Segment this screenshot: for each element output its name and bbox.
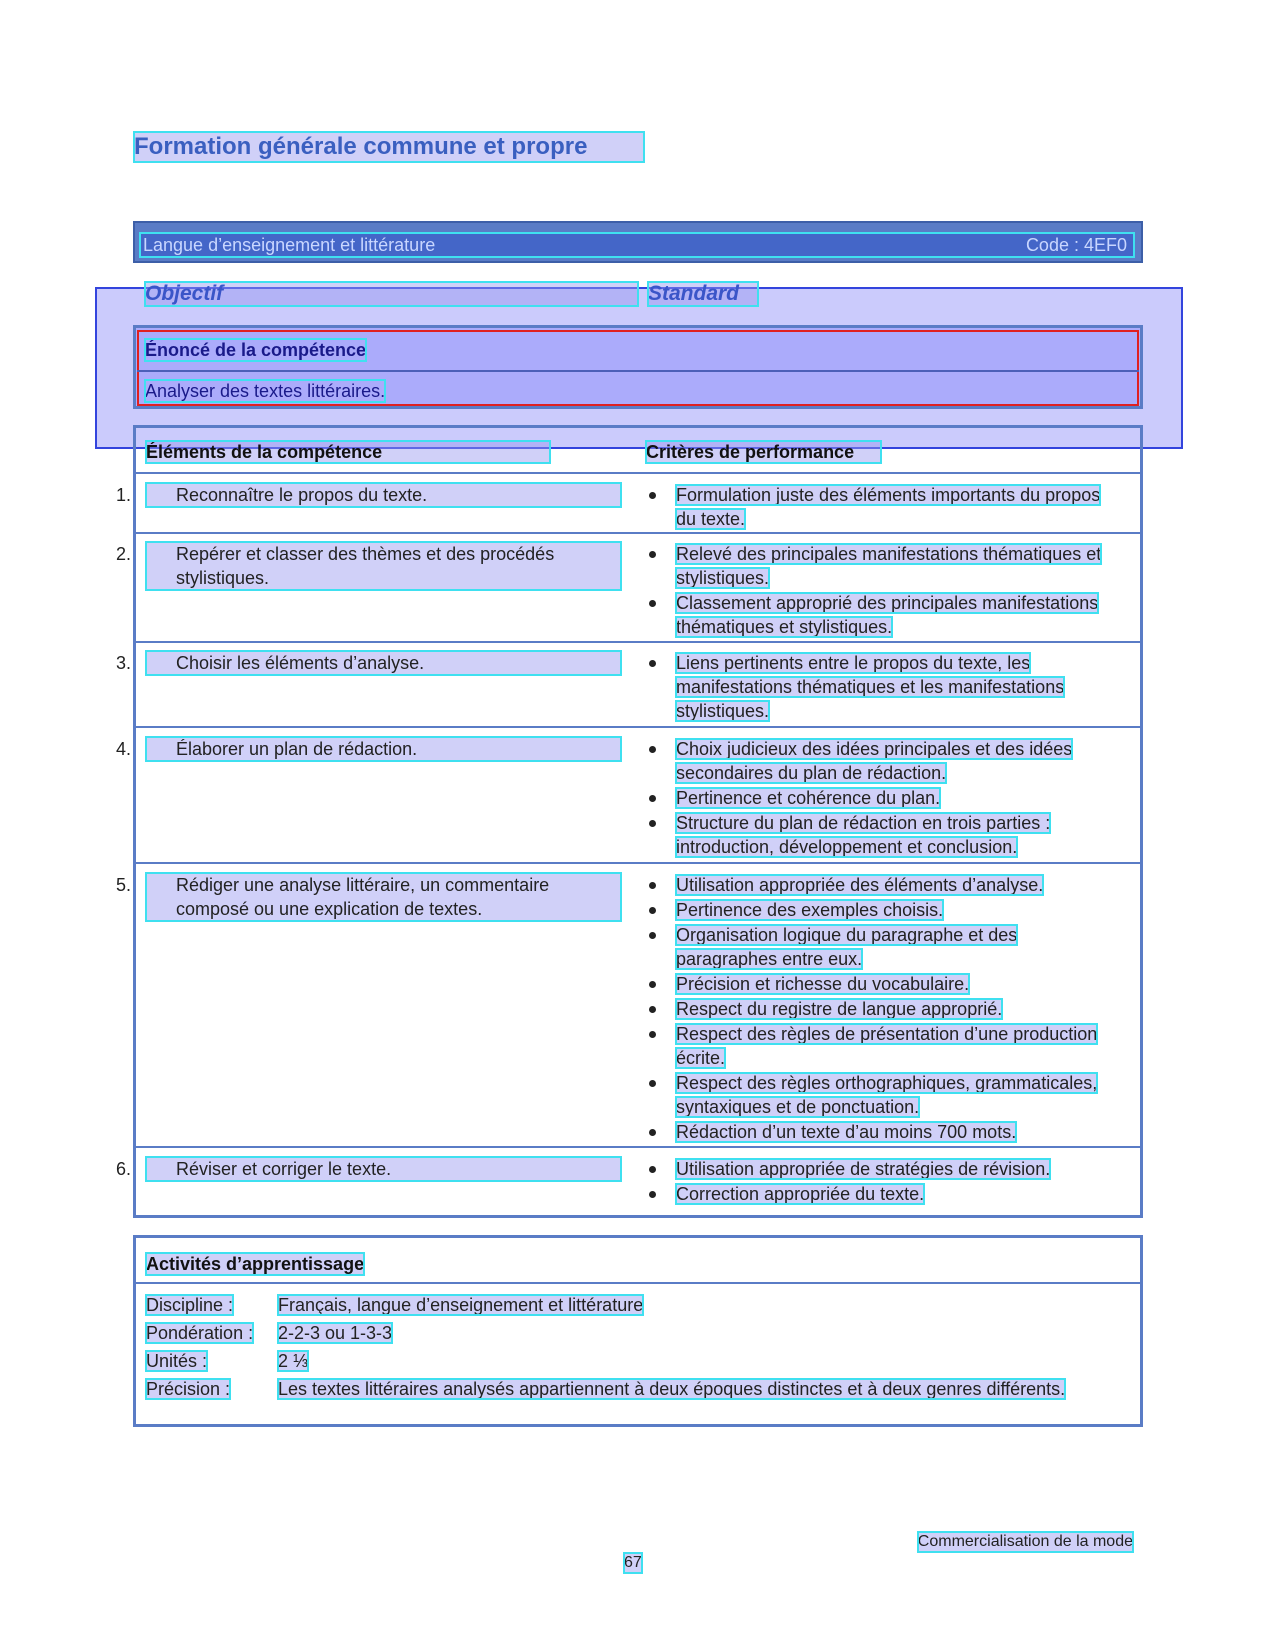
bullet-icon (649, 660, 656, 667)
criteria-list-4 (646, 737, 1106, 860)
bullet-icon (649, 492, 656, 499)
criterion-item: Pertinence et cohérence du plan. (646, 786, 1106, 810)
row-divider (136, 862, 1140, 864)
criterion-item: Choix judicieux des idées principales et des idées secondaires du plan de rédaction. (646, 737, 1106, 785)
bullet-icon (649, 907, 656, 914)
criterion-item: Structure du plan de rédaction en trois parties : introduction, développement et conclusion. (646, 811, 1106, 859)
element-row-3 (116, 651, 621, 675)
column-header-criteres: Critères de performance (646, 441, 881, 463)
bullet-icon (649, 795, 656, 802)
criterion-item: Utilisation appropriée des éléments d’analyse. (646, 873, 1106, 897)
discipline-value: Français, langue d’enseignement et littérature (278, 1295, 644, 1315)
course-header-inner (141, 234, 1133, 256)
unites-row (146, 1349, 1126, 1373)
ponderation-value: 2-2-3 ou 1-3-3 (278, 1323, 393, 1343)
page-title: Formation générale commune et propre (134, 132, 644, 162)
criteria-list-6 (646, 1157, 1106, 1207)
element-number: 4. (116, 739, 132, 759)
element-text: Repérer et classer des thèmes et des procédés stylistiques. (176, 544, 555, 588)
criterion-item: Rédaction d’un texte d’au moins 700 mots. (646, 1120, 1106, 1144)
element-number: 5. (116, 875, 132, 895)
criterion-item: Précision et richesse du vocabulaire. (646, 972, 1106, 996)
criterion-item: Respect des règles de présentation d’une production écrite. (646, 1022, 1106, 1070)
bullet-icon (649, 1129, 656, 1136)
element-row-5 (116, 873, 621, 921)
enonce-divider (137, 370, 1139, 372)
enonce-text: Analyser des textes littéraires. (145, 381, 386, 401)
unites-label: Unités : (146, 1351, 208, 1371)
row-divider (136, 726, 1140, 728)
course-title: Langue d’enseignement et littérature (143, 235, 436, 255)
element-row-1 (116, 483, 621, 507)
element-row-6 (116, 1157, 621, 1181)
ponderation-row (146, 1321, 1126, 1345)
precision-row (146, 1377, 1126, 1425)
criterion-item: Respect du registre de langue approprié. (646, 997, 1106, 1021)
course-code: Code : 4EF0 (1025, 235, 1127, 255)
bullet-icon (649, 600, 656, 607)
precision-label: Précision : (146, 1379, 231, 1399)
bullet-icon (649, 1006, 656, 1013)
element-number: 1. (116, 485, 132, 505)
bullet-icon (649, 820, 656, 827)
discipline-label: Discipline : (146, 1295, 234, 1315)
criterion-item: Utilisation appropriée de stratégies de révision. (646, 1157, 1106, 1181)
bullet-icon (649, 1031, 656, 1038)
bullet-icon (649, 1080, 656, 1087)
element-number: 6. (116, 1159, 132, 1179)
bullet-icon (649, 746, 656, 753)
element-text: Choisir les éléments d’analyse. (176, 653, 425, 673)
criteria-list-1 (646, 483, 1106, 532)
competence-table (116, 425, 1143, 1218)
bullet-icon (649, 932, 656, 939)
bullet-icon (649, 1166, 656, 1173)
bullet-icon (649, 882, 656, 889)
bullet-icon (649, 551, 656, 558)
row-divider (136, 472, 1140, 474)
element-text: Reconnaître le propos du texte. (176, 485, 428, 505)
row-divider (136, 641, 1140, 643)
criterion-item: Classement approprié des principales manifestations thématiques et stylistiques. (646, 591, 1106, 639)
ponderation-label: Pondération : (146, 1323, 254, 1343)
activities-box (133, 1235, 1143, 1427)
course-header-bar (133, 221, 1143, 263)
criterion-item: Respect des règles orthographiques, grammaticales, syntaxiques et de ponctuation. (646, 1071, 1106, 1119)
activities-divider (136, 1282, 1140, 1284)
element-number: 3. (116, 653, 132, 673)
criteria-list-5 (646, 873, 1106, 1145)
element-text: Élaborer un plan de rédaction. (176, 739, 418, 759)
objectif-label: Objectif (145, 282, 638, 306)
footer-program: Commercialisation de la mode (917, 1533, 1133, 1550)
element-text: Rédiger une analyse littéraire, un commentaire composé ou une explication de textes. (176, 875, 550, 919)
criteria-list-3 (646, 651, 1106, 724)
unites-value: 2 ⅓ (278, 1351, 309, 1371)
bullet-icon (649, 1191, 656, 1198)
criterion-item: Liens pertinents entre le propos du texte, les manifestations thématiques et les manifestations stylistiques. (646, 651, 1106, 723)
discipline-row (146, 1293, 1126, 1317)
criterion-item: Pertinence des exemples choisis. (646, 898, 1106, 922)
criterion-item: Formulation juste des éléments importants du propos du texte. (646, 483, 1106, 531)
row-divider (136, 1146, 1140, 1148)
criterion-item: Correction appropriée du texte. (646, 1182, 1106, 1206)
criteria-list-2 (646, 542, 1106, 640)
criterion-item: Relevé des principales manifestations thématiques et stylistiques. (646, 542, 1106, 590)
activities-heading: Activités d’apprentissage (146, 1254, 365, 1274)
criterion-item: Organisation logique du paragraphe et des paragraphes entre eux. (646, 923, 1106, 971)
element-row-4 (116, 737, 621, 761)
element-number: 2. (116, 544, 132, 564)
column-header-elements: Éléments de la compétence (146, 441, 550, 463)
element-text: Réviser et corriger le texte. (176, 1159, 392, 1179)
row-divider (136, 532, 1140, 534)
standard-label: Standard (648, 282, 758, 306)
precision-value: Les textes littéraires analysés appartiennent à deux époques distinctes et à deux genres différents. (278, 1379, 1066, 1399)
element-row-2 (116, 542, 621, 590)
enonce-heading: Énoncé de la compétence (145, 340, 367, 360)
page-number: 67 (624, 1554, 642, 1571)
bullet-icon (649, 981, 656, 988)
